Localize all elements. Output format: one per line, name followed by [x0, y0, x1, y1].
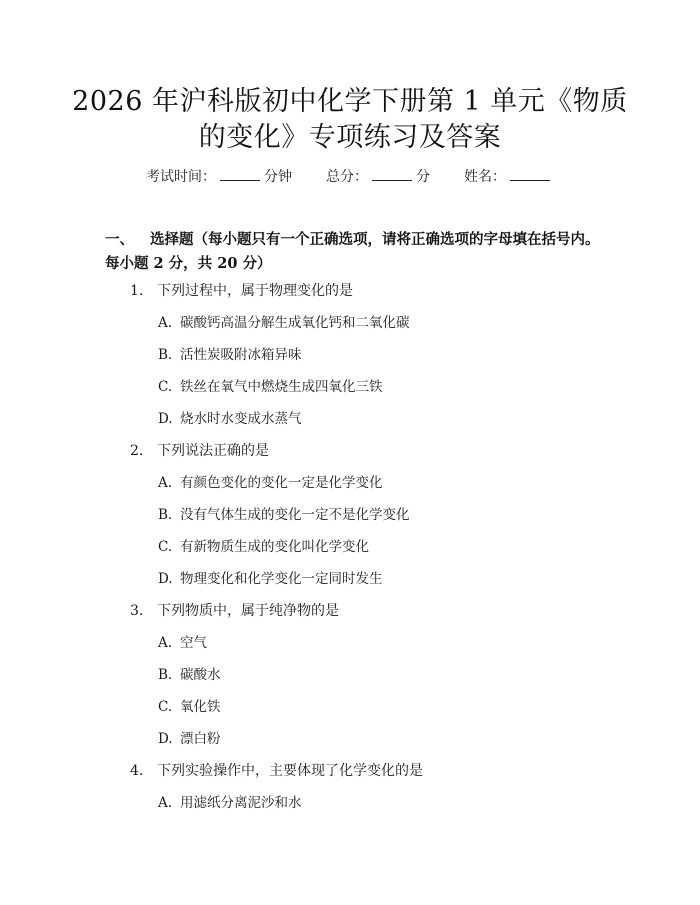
question-2: [130, 441, 269, 461]
option-letter: D.: [158, 571, 173, 587]
exam-time-blank[interactable]: [220, 168, 260, 181]
option-letter: A.: [158, 795, 173, 811]
question-1-option-d[interactable]: [158, 409, 302, 429]
exam-time-unit: 分钟: [264, 169, 292, 185]
section-instructions: 选择题（每小题只有一个正确选项，请将正确选项的字母填在括号内。每小题 2 分，共 20 分）: [105, 231, 600, 272]
option-letter: A.: [158, 475, 173, 491]
option-text: 空气: [180, 635, 207, 651]
option-letter: D.: [158, 411, 173, 427]
question-text: 下列过程中，属于物理变化的是: [157, 283, 353, 299]
question-3: [130, 601, 339, 621]
option-text: 漂白粉: [180, 731, 221, 747]
exam-time-field: [146, 166, 292, 186]
option-letter: C.: [158, 379, 173, 395]
option-text: 碳酸水: [180, 667, 221, 683]
option-letter: B.: [158, 347, 173, 363]
question-1: [130, 281, 353, 301]
page-title-line-1: 2026 年沪科版初中化学下册第 1 单元《物质: [72, 86, 628, 117]
question-number: 3.: [130, 603, 144, 619]
option-letter: C.: [158, 699, 173, 715]
student-name-label: 姓名：: [464, 169, 506, 185]
option-letter: B.: [158, 507, 173, 523]
total-score-field: [326, 166, 430, 186]
total-score-unit: 分: [416, 169, 430, 185]
question-3-option-c[interactable]: [158, 697, 221, 717]
option-letter: A.: [158, 315, 173, 331]
option-text: 碳酸钙高温分解生成氧化钙和二氧化碳: [180, 315, 410, 331]
option-text: 没有气体生成的变化一定不是化学变化: [180, 507, 410, 523]
question-text: 下列实验操作中，主要体现了化学变化的是: [157, 763, 423, 779]
total-score-blank[interactable]: [372, 168, 412, 181]
question-2-option-b[interactable]: [158, 505, 410, 525]
question-number: 2.: [130, 443, 144, 459]
question-4: [130, 761, 423, 781]
option-text: 有新物质生成的变化叫化学变化: [180, 539, 369, 555]
question-1-option-b[interactable]: [158, 345, 302, 365]
question-number: 4.: [130, 763, 144, 779]
question-text: 下列物质中，属于纯净物的是: [157, 603, 339, 619]
option-text: 用滤纸分离泥沙和水: [180, 795, 302, 811]
option-text: 氧化铁: [180, 699, 221, 715]
question-2-option-a[interactable]: [158, 473, 383, 493]
exam-time-label: 考试时间：: [146, 169, 216, 185]
option-text: 活性炭吸附冰箱异味: [180, 347, 302, 363]
section-heading: [105, 228, 605, 276]
option-text: 有颜色变化的变化一定是化学变化: [180, 475, 383, 491]
option-letter: A.: [158, 635, 173, 651]
page-title-line-2: 的变化》专项练习及答案: [198, 122, 502, 153]
question-3-option-a[interactable]: [158, 633, 207, 653]
exam-meta-row: [0, 166, 700, 186]
question-3-option-d[interactable]: [158, 729, 221, 749]
question-2-option-c[interactable]: [158, 537, 369, 557]
student-name-field: [464, 166, 554, 186]
option-text: 烧水时水变成水蒸气: [180, 411, 302, 427]
question-4-option-a[interactable]: [158, 793, 302, 813]
total-score-label: 总分：: [326, 169, 368, 185]
option-text: 物理变化和化学变化一定同时发生: [180, 571, 383, 587]
student-name-blank[interactable]: [510, 168, 550, 181]
option-letter: B.: [158, 667, 173, 683]
question-number: 1.: [130, 283, 144, 299]
option-letter: D.: [158, 731, 173, 747]
option-text: 铁丝在氧气中燃烧生成四氧化三铁: [180, 379, 383, 395]
question-text: 下列说法正确的是: [157, 443, 269, 459]
question-1-option-c[interactable]: [158, 377, 383, 397]
question-3-option-b[interactable]: [158, 665, 221, 685]
question-2-option-d[interactable]: [158, 569, 383, 589]
option-letter: C.: [158, 539, 173, 555]
question-1-option-a[interactable]: [158, 313, 410, 333]
section-number: 一、: [105, 231, 134, 248]
